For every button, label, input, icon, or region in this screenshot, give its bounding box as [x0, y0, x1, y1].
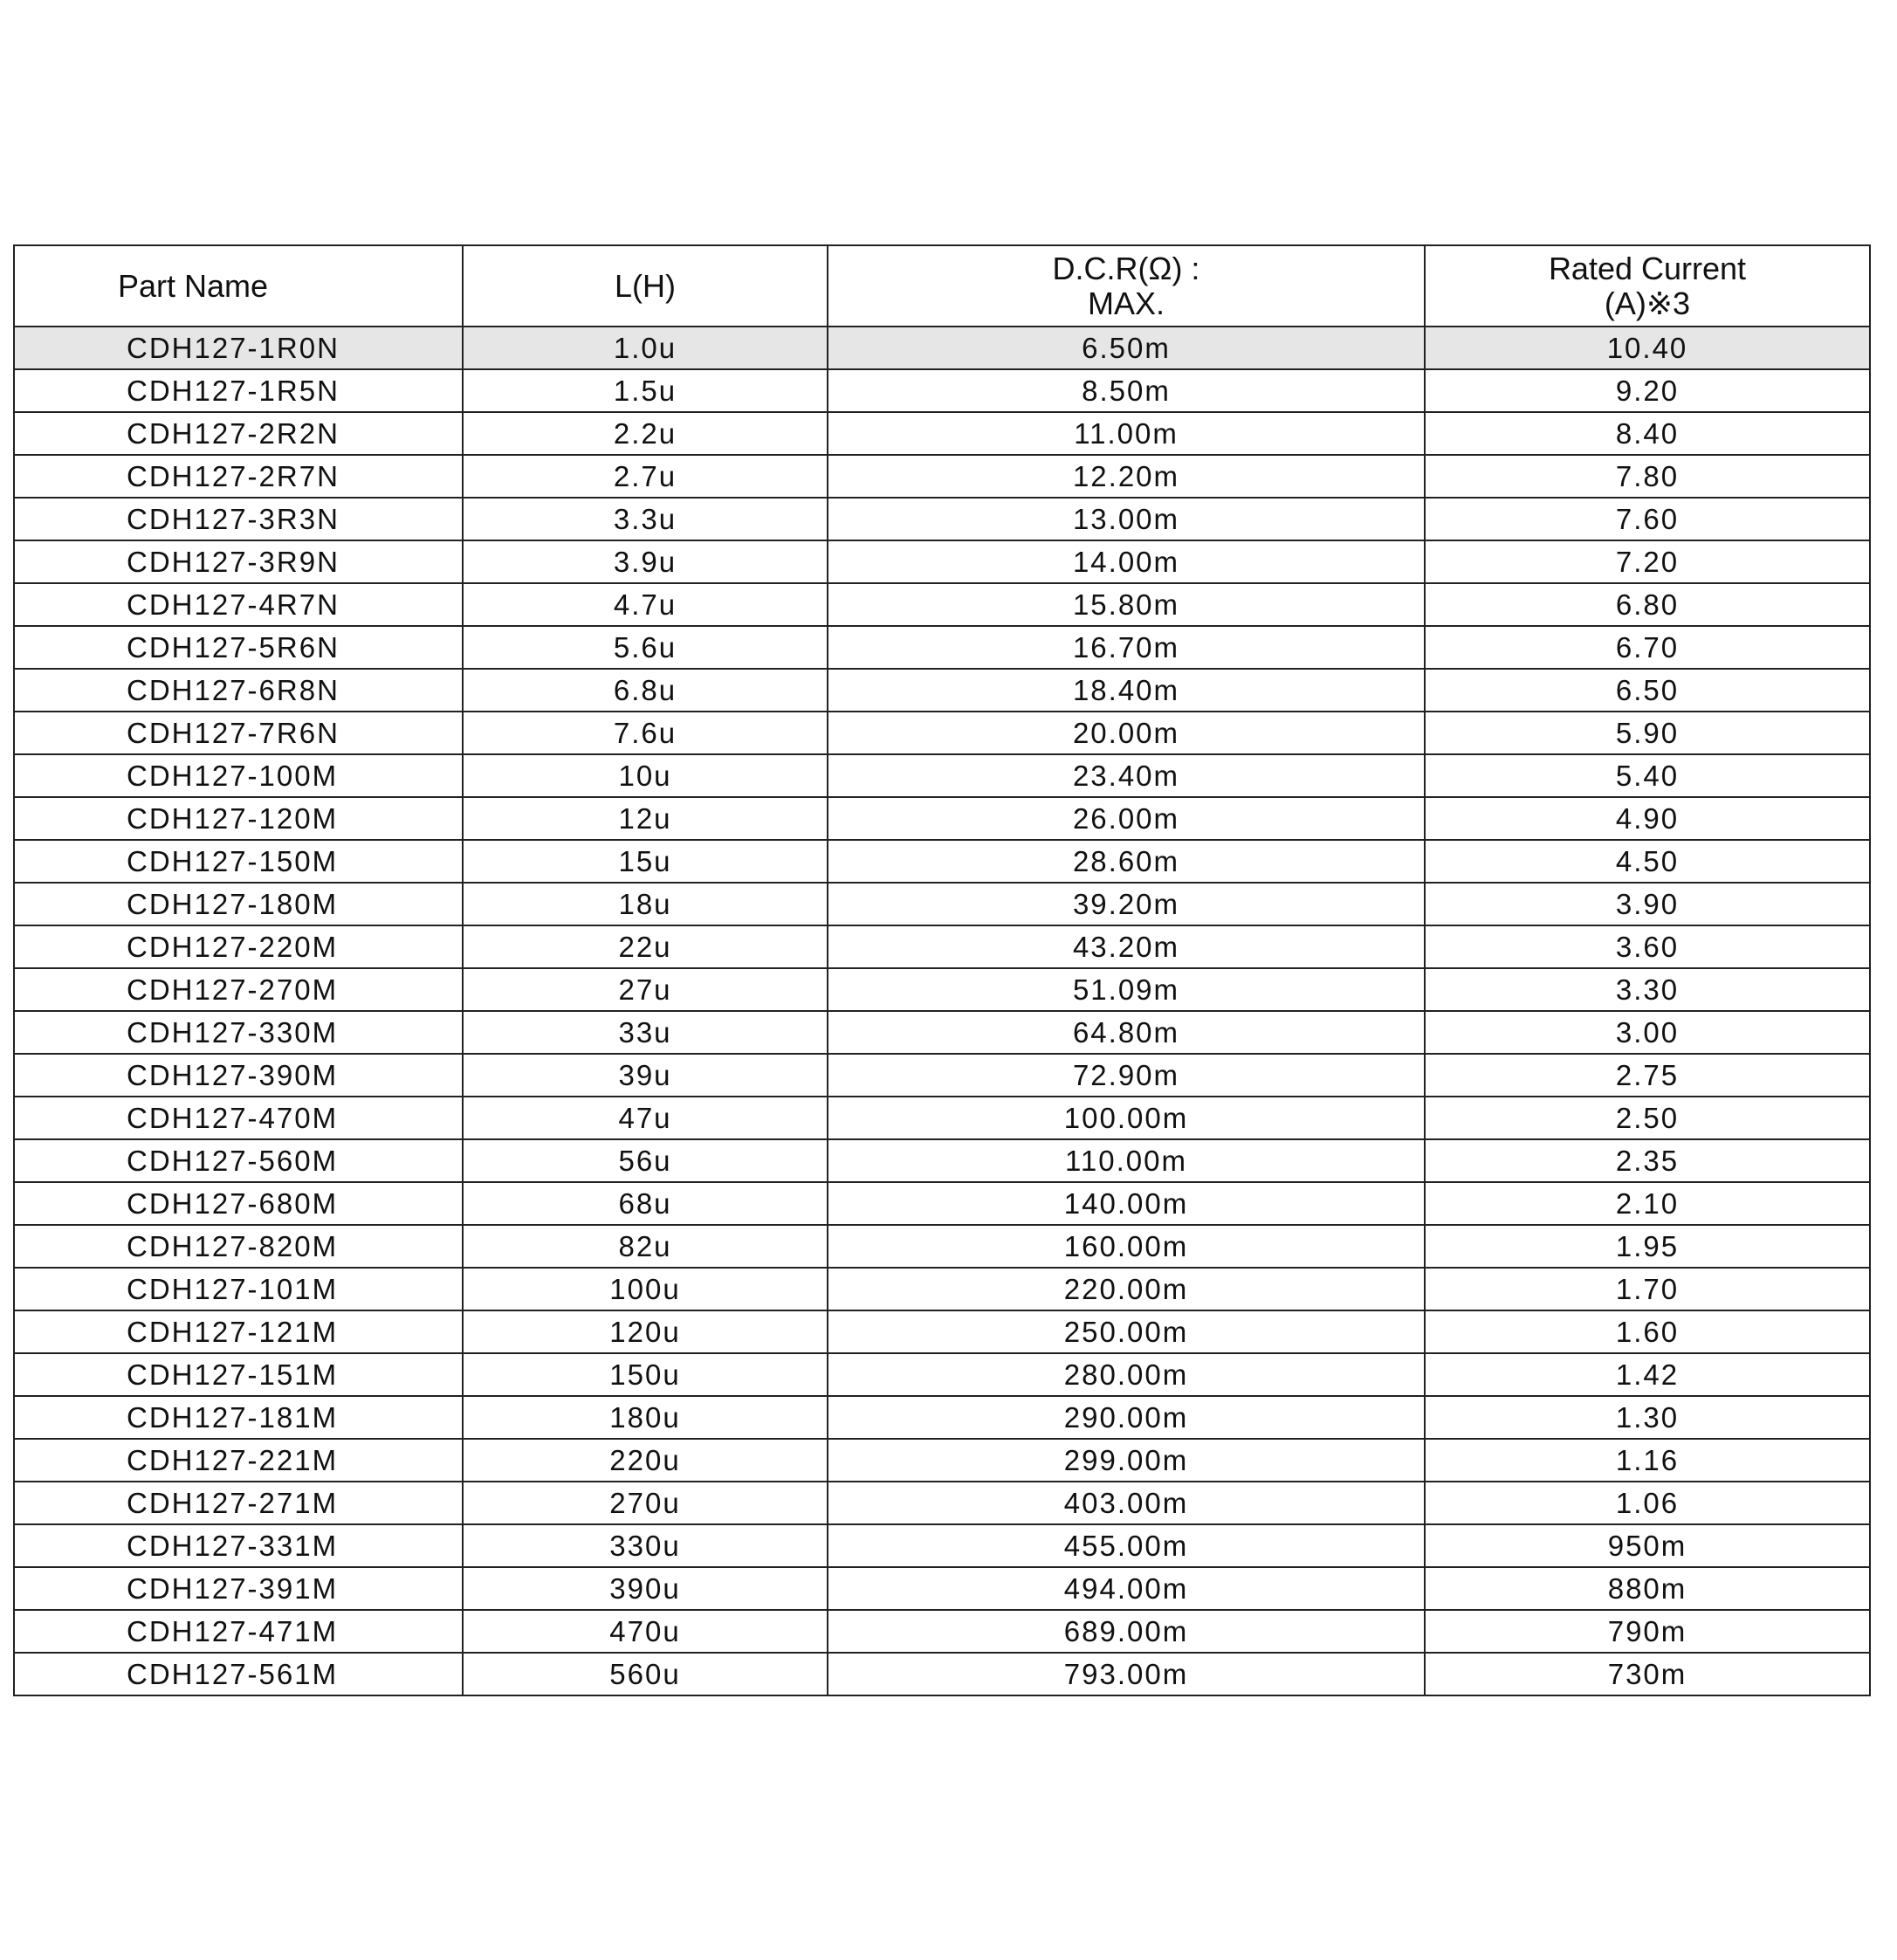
cell-dcr: 12.20m	[828, 455, 1425, 498]
cell-part-name: CDH127-100M	[14, 754, 463, 797]
table-row	[14, 1653, 1870, 1695]
cell-inductance: 47u	[463, 1097, 828, 1139]
cell-inductance: 27u	[463, 968, 828, 1011]
header-dcr-line1: D.C.R(Ω) :	[1052, 250, 1200, 286]
cell-rated-current: 9.20	[1425, 369, 1870, 412]
cell-part-name: CDH127-3R9N	[14, 540, 463, 583]
cell-rated-current: 4.50	[1425, 840, 1870, 883]
header-part-name: Part Name	[14, 245, 463, 327]
cell-part-name: CDH127-120M	[14, 797, 463, 840]
table-row	[14, 1182, 1870, 1225]
cell-rated-current: 3.60	[1425, 925, 1870, 968]
cell-inductance: 6.8u	[463, 669, 828, 712]
header-dcr-line2: MAX.	[1087, 285, 1165, 321]
cell-dcr: 455.00m	[828, 1524, 1425, 1567]
table-row	[14, 1482, 1870, 1524]
cell-part-name: CDH127-4R7N	[14, 583, 463, 626]
cell-inductance: 560u	[463, 1653, 828, 1695]
cell-inductance: 1.5u	[463, 369, 828, 412]
cell-dcr: 26.00m	[828, 797, 1425, 840]
table-row	[14, 712, 1870, 754]
cell-inductance: 470u	[463, 1610, 828, 1653]
header-rated-current	[1425, 245, 1870, 327]
cell-dcr: 39.20m	[828, 883, 1425, 925]
cell-dcr: 6.50m	[828, 327, 1425, 369]
table-row	[14, 1439, 1870, 1482]
cell-inductance: 82u	[463, 1225, 828, 1268]
cell-dcr: 290.00m	[828, 1396, 1425, 1439]
cell-dcr: 72.90m	[828, 1054, 1425, 1097]
cell-rated-current: 3.00	[1425, 1011, 1870, 1054]
cell-rated-current: 3.30	[1425, 968, 1870, 1011]
table-row	[14, 754, 1870, 797]
cell-rated-current: 1.30	[1425, 1396, 1870, 1439]
cell-dcr: 494.00m	[828, 1567, 1425, 1610]
cell-inductance: 39u	[463, 1054, 828, 1097]
cell-dcr: 689.00m	[828, 1610, 1425, 1653]
cell-rated-current: 3.90	[1425, 883, 1870, 925]
cell-dcr: 43.20m	[828, 925, 1425, 968]
table-row	[14, 883, 1870, 925]
cell-rated-current: 7.60	[1425, 498, 1870, 540]
cell-part-name: CDH127-7R6N	[14, 712, 463, 754]
cell-dcr: 15.80m	[828, 583, 1425, 626]
table-row	[14, 583, 1870, 626]
cell-dcr: 299.00m	[828, 1439, 1425, 1482]
cell-part-name: CDH127-2R2N	[14, 412, 463, 455]
cell-dcr: 403.00m	[828, 1482, 1425, 1524]
table-row	[14, 498, 1870, 540]
header-rated-line1: Rated Current	[1548, 250, 1747, 286]
cell-dcr: 160.00m	[828, 1225, 1425, 1268]
table-row	[14, 1353, 1870, 1396]
cell-rated-current: 2.50	[1425, 1097, 1870, 1139]
cell-inductance: 100u	[463, 1268, 828, 1310]
table-row	[14, 1054, 1870, 1097]
cell-rated-current: 1.42	[1425, 1353, 1870, 1396]
table-row	[14, 626, 1870, 669]
table-row	[14, 1396, 1870, 1439]
table-row	[14, 1268, 1870, 1310]
spec-table-container	[13, 244, 1869, 1696]
table-row	[14, 540, 1870, 583]
cell-part-name: CDH127-680M	[14, 1182, 463, 1225]
cell-rated-current: 1.70	[1425, 1268, 1870, 1310]
cell-inductance: 7.6u	[463, 712, 828, 754]
cell-inductance: 12u	[463, 797, 828, 840]
cell-rated-current: 7.80	[1425, 455, 1870, 498]
cell-dcr: 23.40m	[828, 754, 1425, 797]
cell-rated-current: 4.90	[1425, 797, 1870, 840]
cell-inductance: 390u	[463, 1567, 828, 1610]
table-row	[14, 1567, 1870, 1610]
cell-part-name: CDH127-561M	[14, 1653, 463, 1695]
table-row	[14, 925, 1870, 968]
header-inductance: L(H)	[463, 245, 828, 327]
cell-dcr: 793.00m	[828, 1653, 1425, 1695]
cell-rated-current: 790m	[1425, 1610, 1870, 1653]
cell-inductance: 220u	[463, 1439, 828, 1482]
cell-inductance: 5.6u	[463, 626, 828, 669]
table-row	[14, 1524, 1870, 1567]
cell-inductance: 68u	[463, 1182, 828, 1225]
cell-rated-current: 5.90	[1425, 712, 1870, 754]
cell-dcr: 16.70m	[828, 626, 1425, 669]
cell-inductance: 18u	[463, 883, 828, 925]
cell-inductance: 120u	[463, 1310, 828, 1353]
cell-dcr: 51.09m	[828, 968, 1425, 1011]
cell-dcr: 13.00m	[828, 498, 1425, 540]
cell-inductance: 15u	[463, 840, 828, 883]
cell-rated-current: 5.40	[1425, 754, 1870, 797]
table-row	[14, 369, 1870, 412]
cell-rated-current: 1.06	[1425, 1482, 1870, 1524]
inductor-spec-table	[13, 244, 1871, 1696]
header-row	[14, 245, 1870, 327]
table-row	[14, 455, 1870, 498]
cell-rated-current: 950m	[1425, 1524, 1870, 1567]
cell-dcr: 140.00m	[828, 1182, 1425, 1225]
table-row	[14, 1139, 1870, 1182]
table-row	[14, 327, 1870, 369]
table-row	[14, 669, 1870, 712]
cell-dcr: 280.00m	[828, 1353, 1425, 1396]
cell-dcr: 28.60m	[828, 840, 1425, 883]
header-rated-line2: (A)※3	[1604, 285, 1691, 321]
cell-part-name: CDH127-1R0N	[14, 327, 463, 369]
cell-inductance: 2.2u	[463, 412, 828, 455]
cell-part-name: CDH127-270M	[14, 968, 463, 1011]
cell-rated-current: 10.40	[1425, 327, 1870, 369]
cell-rated-current: 6.70	[1425, 626, 1870, 669]
cell-rated-current: 6.50	[1425, 669, 1870, 712]
cell-part-name: CDH127-330M	[14, 1011, 463, 1054]
cell-dcr: 11.00m	[828, 412, 1425, 455]
cell-part-name: CDH127-271M	[14, 1482, 463, 1524]
table-header	[14, 245, 1870, 327]
cell-rated-current: 1.16	[1425, 1439, 1870, 1482]
cell-part-name: CDH127-2R7N	[14, 455, 463, 498]
cell-part-name: CDH127-5R6N	[14, 626, 463, 669]
cell-part-name: CDH127-470M	[14, 1097, 463, 1139]
cell-part-name: CDH127-6R8N	[14, 669, 463, 712]
cell-rated-current: 2.35	[1425, 1139, 1870, 1182]
cell-rated-current: 1.95	[1425, 1225, 1870, 1268]
cell-part-name: CDH127-151M	[14, 1353, 463, 1396]
cell-part-name: CDH127-220M	[14, 925, 463, 968]
cell-inductance: 4.7u	[463, 583, 828, 626]
cell-dcr: 250.00m	[828, 1310, 1425, 1353]
cell-inductance: 2.7u	[463, 455, 828, 498]
cell-dcr: 100.00m	[828, 1097, 1425, 1139]
cell-inductance: 270u	[463, 1482, 828, 1524]
table-row	[14, 412, 1870, 455]
cell-part-name: CDH127-820M	[14, 1225, 463, 1268]
cell-part-name: CDH127-180M	[14, 883, 463, 925]
table-row	[14, 968, 1870, 1011]
cell-rated-current: 6.80	[1425, 583, 1870, 626]
cell-rated-current: 880m	[1425, 1567, 1870, 1610]
cell-part-name: CDH127-1R5N	[14, 369, 463, 412]
cell-inductance: 180u	[463, 1396, 828, 1439]
cell-part-name: CDH127-101M	[14, 1268, 463, 1310]
cell-part-name: CDH127-121M	[14, 1310, 463, 1353]
cell-inductance: 33u	[463, 1011, 828, 1054]
cell-inductance: 22u	[463, 925, 828, 968]
cell-rated-current: 730m	[1425, 1653, 1870, 1695]
header-dcr	[828, 245, 1425, 327]
table-row	[14, 1225, 1870, 1268]
cell-part-name: CDH127-560M	[14, 1139, 463, 1182]
table-row	[14, 1011, 1870, 1054]
cell-inductance: 150u	[463, 1353, 828, 1396]
cell-inductance: 330u	[463, 1524, 828, 1567]
cell-inductance: 10u	[463, 754, 828, 797]
cell-dcr: 14.00m	[828, 540, 1425, 583]
table-row	[14, 1097, 1870, 1139]
cell-dcr: 220.00m	[828, 1268, 1425, 1310]
cell-rated-current: 7.20	[1425, 540, 1870, 583]
cell-dcr: 8.50m	[828, 369, 1425, 412]
cell-inductance: 56u	[463, 1139, 828, 1182]
table-body	[14, 327, 1870, 1695]
table-row	[14, 797, 1870, 840]
cell-rated-current: 8.40	[1425, 412, 1870, 455]
cell-part-name: CDH127-390M	[14, 1054, 463, 1097]
cell-inductance: 1.0u	[463, 327, 828, 369]
cell-part-name: CDH127-391M	[14, 1567, 463, 1610]
cell-part-name: CDH127-471M	[14, 1610, 463, 1653]
cell-inductance: 3.9u	[463, 540, 828, 583]
cell-dcr: 20.00m	[828, 712, 1425, 754]
cell-part-name: CDH127-181M	[14, 1396, 463, 1439]
cell-part-name: CDH127-3R3N	[14, 498, 463, 540]
cell-part-name: CDH127-150M	[14, 840, 463, 883]
cell-part-name: CDH127-221M	[14, 1439, 463, 1482]
cell-dcr: 110.00m	[828, 1139, 1425, 1182]
table-row	[14, 840, 1870, 883]
cell-dcr: 64.80m	[828, 1011, 1425, 1054]
cell-rated-current: 1.60	[1425, 1310, 1870, 1353]
cell-dcr: 18.40m	[828, 669, 1425, 712]
cell-rated-current: 2.75	[1425, 1054, 1870, 1097]
table-row	[14, 1310, 1870, 1353]
table-row	[14, 1610, 1870, 1653]
cell-inductance: 3.3u	[463, 498, 828, 540]
cell-rated-current: 2.10	[1425, 1182, 1870, 1225]
cell-part-name: CDH127-331M	[14, 1524, 463, 1567]
